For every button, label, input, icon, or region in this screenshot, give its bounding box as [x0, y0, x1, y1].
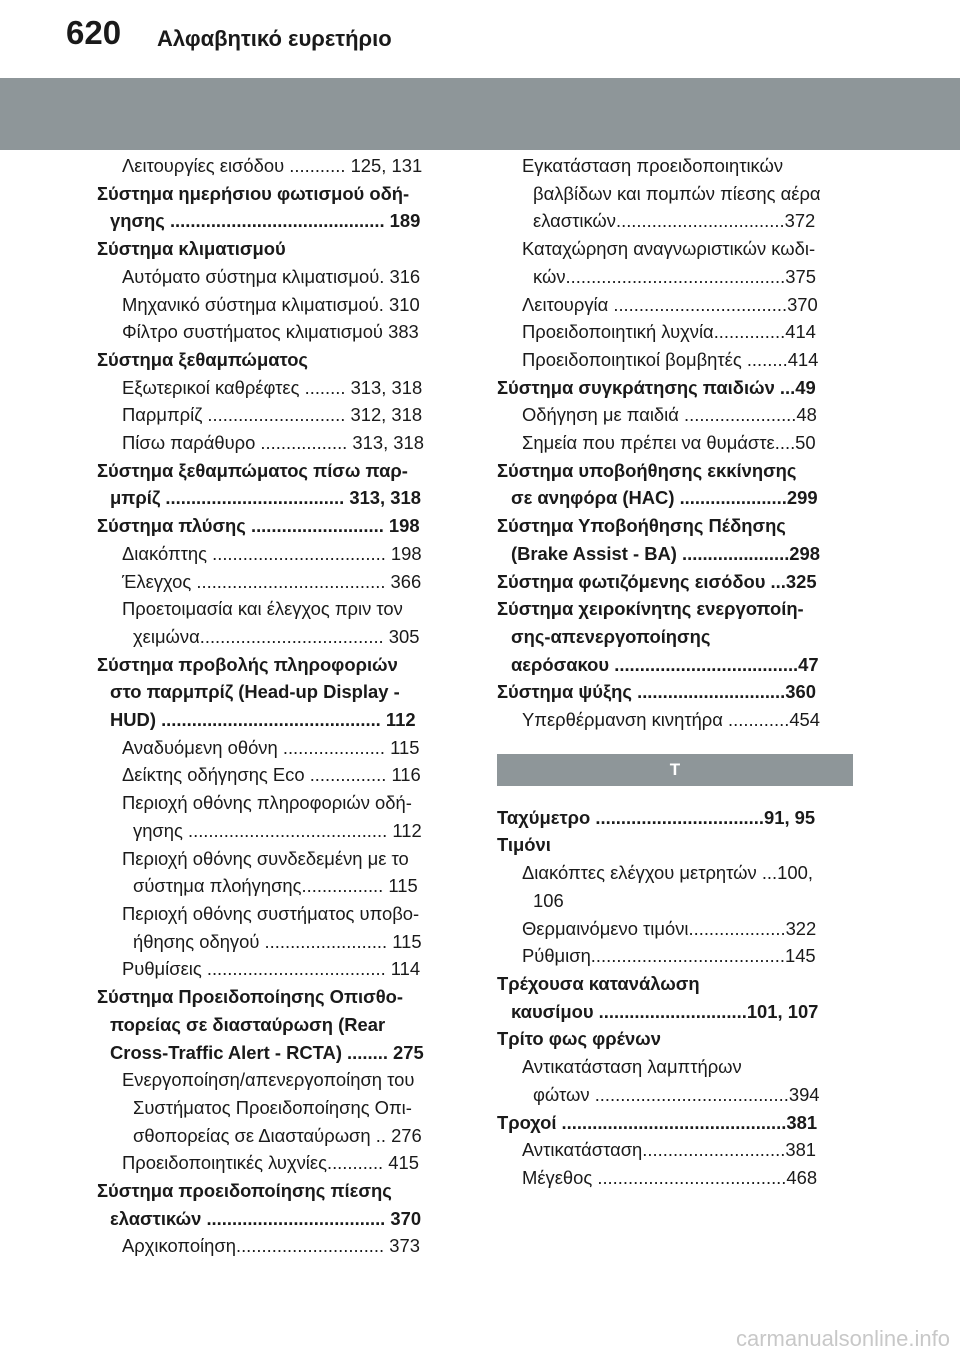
index-subentry: Περιοχή οθόνης πληροφοριών οδή-: [122, 792, 412, 814]
index-entry: Τροχοί ............................................381: [497, 1111, 818, 1133]
index-entry: Σύστημα υποβοήθησης εκκίνησης: [497, 459, 797, 481]
index-entry: μπρίζ ................................... 313, 318: [110, 487, 421, 509]
index-subentry: ελαστικών.................................372: [533, 210, 816, 232]
section-letter-bar: T: [497, 754, 853, 786]
watermark: carmanualsonline.info: [735, 1326, 950, 1351]
index-entry: καυσίμου .............................101, 107: [511, 1000, 819, 1022]
index-subentry: κών...........................................375: [533, 265, 816, 287]
index-subentry: Αναδυόμενη οθόνη .................... 115: [122, 736, 420, 758]
index-group-t: [497, 804, 853, 1192]
index-entry: ελαστικών ................................... 370: [110, 1207, 422, 1229]
index-column-right: [497, 152, 853, 1192]
index-subentry: Πίσω παράθυρο ................. 313, 318: [122, 432, 424, 454]
index-subentry: σθοπορείας σε Διασταύρωση .. 276: [133, 1124, 422, 1146]
index-entry: Σύστημα συγκράτησης παιδιών ...49: [497, 376, 816, 398]
index-subentry: Καταχώρηση αναγνωριστικών κωδι-: [522, 238, 816, 260]
index-subentry: Συστήματος Προειδοποίησης Οπι-: [133, 1096, 412, 1118]
index-entry: γησης .......................................... 189: [110, 210, 421, 232]
index-entry: πορείας σε διασταύρωση (Rear: [110, 1013, 386, 1035]
index-subentry: Αρχικοποίηση............................. 373: [122, 1235, 420, 1257]
page-header: [0, 0, 960, 78]
index-entry: Σύστημα κλιματισμού: [97, 238, 286, 260]
index-entry: Σύστημα πλύσης .......................... 198: [97, 515, 420, 537]
index-entry: στο παρμπρίζ (Head-up Display -: [110, 681, 400, 703]
index-subentry: Μηχανικό σύστημα κλιματισμού. 310: [122, 293, 420, 315]
index-subentry: 106: [533, 889, 564, 911]
index-entry: Cross-Traffic Alert - RCTA) ........ 275: [110, 1041, 424, 1063]
index-entry: (Brake Assist - BA) .....................298: [511, 542, 820, 564]
index-subentry: Εξωτερικοί καθρέφτες ........ 313, 318: [122, 376, 423, 398]
index-entry: Τρέχουσα κατανάλωση: [497, 972, 700, 994]
index-subentry: Δείκτης οδήγησης Eco ............... 116: [122, 764, 421, 786]
index-subentry: Έλεγχος ..................................... 366: [122, 570, 422, 592]
index-subentry: Μέγεθος .....................................468: [522, 1166, 818, 1188]
index-subentry: Οδήγηση με παιδιά ......................48: [522, 404, 817, 426]
index-subentry: Προετοιμασία και έλεγχος πριν τον: [122, 598, 403, 620]
index-subentry: Φίλτρο συστήματος κλιματισμού 383: [122, 321, 419, 343]
index-subentry: Προειδοποιητική λυχνία..............414: [522, 321, 816, 343]
index-subentry: βαλβίδων και πομπών πίεσης αέρα: [533, 182, 821, 204]
index-group-s-continued: [497, 152, 853, 734]
index-subentry: χειμώνα.................................... 305: [133, 625, 420, 647]
index-entry: Ταχύμετρο .................................91, 95: [497, 806, 816, 828]
page-number: 620: [66, 14, 122, 51]
index-subentry: γησης ....................................... 112: [133, 819, 422, 841]
index-entry: Σύστημα ξεθαμπώματος πίσω παρ-: [97, 459, 408, 481]
index-entry: Σύστημα προειδοποίησης πίεσης: [97, 1180, 392, 1202]
index-subentry: Εγκατάσταση προειδοποιητικών: [522, 155, 784, 176]
index-subentry: Περιοχή οθόνης συνδεδεμένη με το: [122, 847, 409, 869]
index-subentry: Λειτουργία ..................................370: [522, 293, 818, 315]
index-subentry: Υπερθέρμανση κινητήρα ............454: [522, 709, 821, 731]
index-subentry: Ρύθμιση......................................145: [522, 945, 816, 967]
index-subentry: Λειτουργίες εισόδου ........... 125, 131: [122, 155, 423, 176]
index-entry: Τρίτο φως φρένων: [497, 1028, 661, 1050]
index-entry: Σύστημα ημερήσιου φωτισμού οδή-: [97, 182, 410, 204]
index-column-left: [97, 152, 454, 1260]
index-entry: Σύστημα φωτιζόμενης εισόδου ...325: [497, 570, 817, 592]
index-subentry: Αυτόματο σύστημα κλιματισμού. 316: [122, 265, 421, 287]
index-subentry: Αντικατάσταση λαμπτήρων: [522, 1056, 742, 1078]
index-subentry: Προειδοποιητικοί βομβητές ........414: [522, 348, 819, 370]
index-subentry: φώτων ......................................394: [533, 1083, 820, 1105]
index-entry: Σύστημα χειροκίνητης ενεργοποίη-: [497, 598, 804, 620]
index-entry: σε ανηφόρα (HAC) .....................299: [511, 487, 818, 509]
index-subentry: Σημεία που πρέπει να θυμάστε....50: [522, 432, 816, 454]
index-entry: HUD) ........................................... 112: [110, 709, 416, 731]
index-subentry: Διακόπτες ελέγχου μετρητών ...100,: [522, 862, 813, 884]
index-entry: Σύστημα ξεθαμπώματος: [97, 348, 308, 370]
index-subentry: σύστημα πλοήγησης................ 115: [133, 875, 418, 897]
index-entry: Τιμόνι: [497, 834, 551, 856]
index-entry: Σύστημα Υποβοήθησης Πέδησης: [497, 515, 786, 537]
index-subentry: Αντικατάσταση............................381: [522, 1139, 817, 1161]
index-subentry: Ρυθμίσεις ................................... 114: [122, 958, 421, 980]
index-entry: Σύστημα ψύξης .............................360: [497, 681, 816, 703]
index-entry: αερόσακου ....................................47: [511, 653, 819, 675]
index-subentry: Θερμαινόμενο τιμόνι...................322: [522, 917, 817, 939]
index-entry: Σύστημα προβολής πληροφοριών: [97, 653, 398, 675]
index-entry: σης-απενεργοποίησης: [511, 625, 711, 647]
index-subentry: Παρμπρίζ ........................... 312, 318: [122, 404, 423, 426]
index-subentry: Περιοχή οθόνης συστήματος υποβο-: [122, 902, 420, 924]
index-entry: Σύστημα Προειδοποίησης Οπισθο-: [97, 986, 404, 1008]
index-subentry: ήθησης οδηγού ........................ 115: [133, 930, 422, 952]
page-title: Αλφαβητικό ευρετήριο: [157, 26, 392, 51]
index-subentry: Προειδοποιητικές λυχνίες........... 415: [122, 1152, 419, 1174]
index-subentry: Ενεργοποίηση/απενεργοποίηση του: [122, 1069, 415, 1091]
index-subentry: Διακόπτης .................................. 198: [122, 542, 422, 564]
header-band: [0, 78, 960, 150]
